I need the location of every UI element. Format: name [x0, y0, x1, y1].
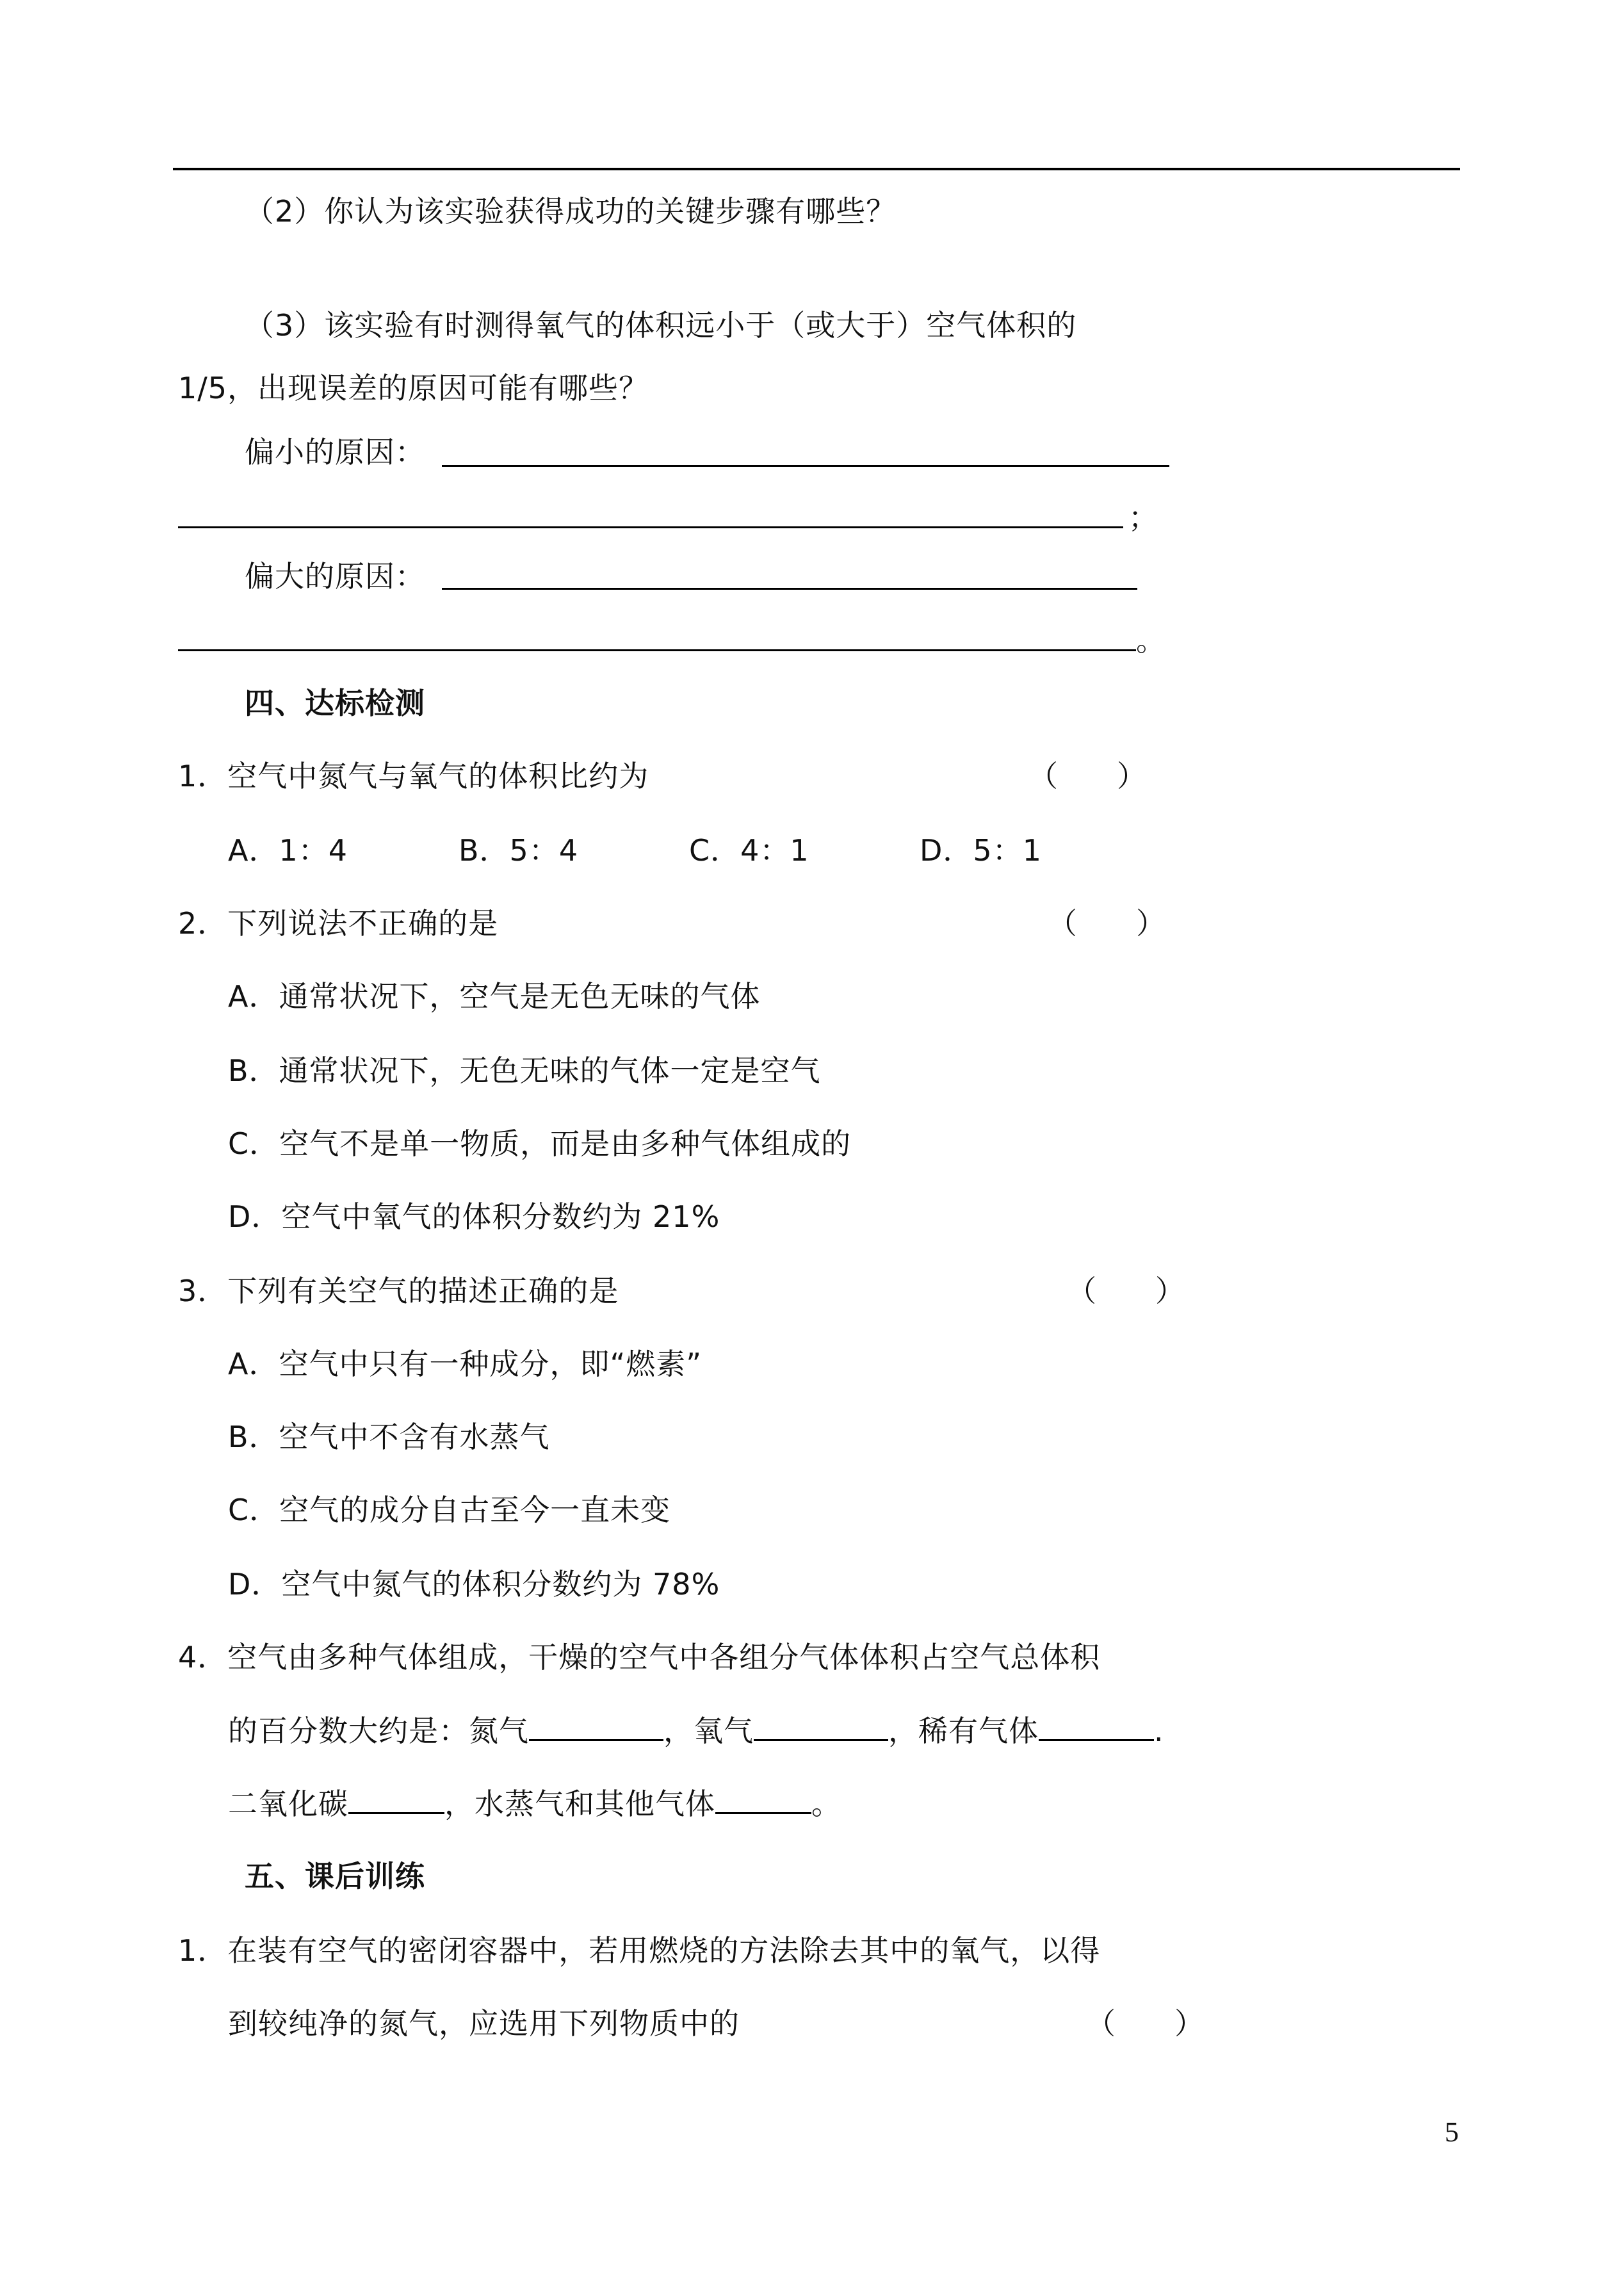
s4-q4-line3-end: 。: [811, 1787, 841, 1821]
s4-question-3-answer-paren: （ ）: [1067, 1274, 1185, 1308]
s4-question-1-option-b: B．5：4: [459, 833, 579, 868]
s4-q4-co2-label: 二氧化碳: [228, 1787, 348, 1821]
larger-reason-blank-1: [442, 588, 1137, 590]
s4-q4-rare-gas-blank: [1039, 1711, 1154, 1741]
s4-question-2-option-c: C．空气不是单一物质，而是由多种气体组成的: [228, 1126, 852, 1161]
s4-question-3-option-d: D．空气中氮气的体积分数约为 78%: [228, 1567, 720, 1602]
page-number: 5: [1445, 2116, 1459, 2148]
s4-question-3-stem: 3．下列有关空气的描述正确的是: [178, 1274, 619, 1308]
s4-question-1-stem: 1．空气中氮气与氧气的体积比约为: [178, 759, 649, 793]
larger-reason-end: 。: [1136, 623, 1166, 658]
smaller-reason-label: 偏小的原因：: [245, 435, 425, 469]
smaller-reason-blank-1: [442, 465, 1169, 467]
s4-question-3-option-b: B．空气中不含有水蒸气: [228, 1420, 550, 1454]
larger-reason-label: 偏大的原因：: [245, 559, 425, 594]
larger-reason-blank-2: [178, 649, 1136, 651]
question-3-text-line1: （3）该实验有时测得氧气的体积远小于（或大于）空气体积的: [245, 308, 1077, 343]
s4-q4-nitrogen-blank: [529, 1711, 663, 1741]
s4-q4-oxygen-blank: [754, 1711, 888, 1741]
s5-question-1-line1: 1．在装有空气的密闭容器中，若用燃烧的方法除去其中的氧气，以得: [178, 1933, 1101, 1968]
s4-q4-oxygen-label: ，氧气: [663, 1714, 754, 1748]
header-rule: [173, 168, 1460, 170]
s4-q4-vapor-blank: [715, 1784, 811, 1814]
section-5-heading: 五、课后训练: [245, 1859, 425, 1894]
s4-q4-co2-blank: [348, 1784, 444, 1814]
s4-q4-nitrogen-label: 的百分数大约是：氮气: [228, 1714, 529, 1748]
smaller-reason-end: ；: [1128, 500, 1158, 535]
s4-question-3-option-c: C．空气的成分自古至今一直未变: [228, 1493, 671, 1527]
s4-question-2-option-d: D．空气中氧气的体积分数约为 21%: [228, 1199, 720, 1234]
smaller-reason-blank-2: [178, 526, 1123, 528]
s4-question-2-stem: 2．下列说法不正确的是: [178, 906, 499, 941]
s4-question-2-option-b: B．通常状况下，无色无味的气体一定是空气: [228, 1053, 821, 1088]
s4-question-1-option-c: C．4：1: [689, 833, 809, 868]
s4-question-2-answer-paren: （ ）: [1048, 906, 1165, 941]
s4-q4-vapor-label: ，水蒸气和其他气体: [444, 1787, 715, 1821]
section-4-heading: 四、达标检测: [245, 686, 425, 720]
s5-question-1-answer-paren: （ ）: [1086, 2006, 1204, 2041]
s4-question-1-option-a: A．1：4: [228, 833, 348, 868]
question-3-text-line2: 1/5，出现误差的原因可能有哪些？: [178, 371, 649, 405]
s4-question-4-line1: 4．空气由多种气体组成，干燥的空气中各组分气体体积占空气总体积: [178, 1640, 1101, 1675]
s4-question-3-option-a: A．空气中只有一种成分，即“燃素”: [228, 1347, 702, 1381]
s4-q4-line2-end: .: [1154, 1714, 1164, 1748]
s4-question-1-option-d: D．5：1: [920, 833, 1042, 868]
s4-question-2-option-a: A．通常状况下，空气是无色无味的气体: [228, 979, 761, 1014]
s4-q4-rare-gas-label: ，稀有气体: [888, 1714, 1039, 1748]
s4-question-4-line2: [228, 1711, 1164, 1750]
s5-question-1-line2: 到较纯净的氮气，应选用下列物质中的: [228, 2006, 740, 2041]
s4-question-1-answer-paren: （ ）: [1028, 759, 1146, 793]
s4-question-4-line3: [228, 1784, 841, 1823]
question-2-text: （2）你认为该实验获得成功的关键步骤有哪些？: [245, 194, 897, 229]
